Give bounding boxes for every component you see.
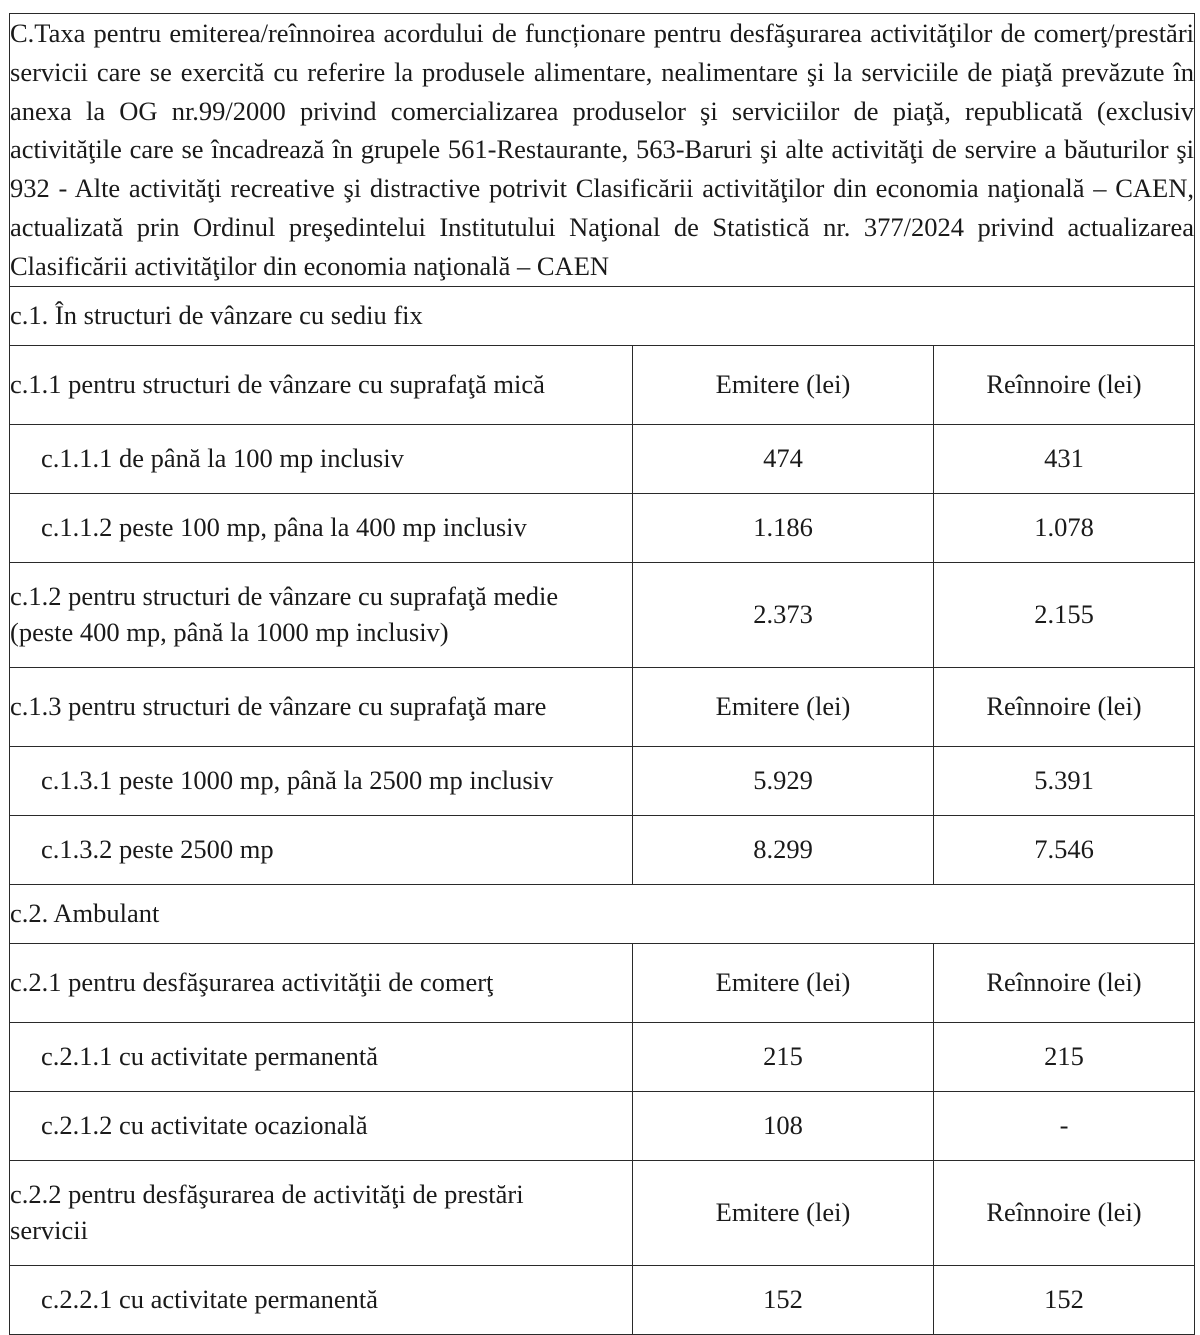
row-label: c.1.3.2 peste 2500 mp <box>41 833 274 864</box>
row-label-line-2: (peste 400 mp, până la 1000 mp inclusiv) <box>10 616 449 647</box>
row-emitere-cell <box>633 746 934 815</box>
fee-value-reinnoire: 215 <box>1044 1040 1084 1071</box>
row-reinnoire-cell <box>934 493 1195 562</box>
fee-value-reinnoire: 431 <box>1044 442 1084 473</box>
row-label-cell <box>10 1160 633 1265</box>
table-row <box>10 562 1195 667</box>
row-label-cell <box>10 746 633 815</box>
fee-value-emitere: 8.299 <box>753 833 813 864</box>
row-label-cell <box>10 562 633 667</box>
row-emitere-cell <box>633 345 934 424</box>
fee-schedule-table <box>9 13 1195 1335</box>
fee-value-emitere: 474 <box>763 442 803 473</box>
fee-value-reinnoire: 1.078 <box>1034 511 1094 542</box>
column-header-emitere: Emitere (lei) <box>715 1196 851 1227</box>
fee-value-emitere: 215 <box>763 1040 803 1071</box>
row-emitere-cell <box>633 424 934 493</box>
row-label: c.2.1.1 cu activitate permanentă <box>41 1040 378 1071</box>
section-heading-cell-c1 <box>10 286 1195 345</box>
row-reinnoire-cell <box>934 815 1195 884</box>
section-heading-c1: c.1. În structuri de vânzare cu sediu fix <box>10 300 423 331</box>
row-label-cell <box>10 667 633 746</box>
row-reinnoire-cell <box>934 345 1195 424</box>
row-reinnoire-cell <box>934 562 1195 667</box>
row-reinnoire-cell <box>934 1265 1195 1334</box>
row-label-cell <box>10 1022 633 1091</box>
row-reinnoire-cell <box>934 424 1195 493</box>
row-reinnoire-cell <box>934 943 1195 1022</box>
table-row <box>10 667 1195 746</box>
table-row <box>10 1091 1195 1160</box>
row-label-cell <box>10 815 633 884</box>
row-emitere-cell <box>633 1091 934 1160</box>
section-heading-row-c1 <box>10 286 1195 345</box>
column-header-reinnoire: Reînnoire (lei) <box>986 966 1142 997</box>
fee-value-emitere: 108 <box>763 1109 803 1140</box>
row-label: c.1.1.1 de până la 100 mp inclusiv <box>41 442 404 473</box>
column-header-reinnoire: Reînnoire (lei) <box>986 690 1142 721</box>
row-reinnoire-cell <box>934 1091 1195 1160</box>
column-header-reinnoire: Reînnoire (lei) <box>986 368 1142 399</box>
row-label-cell <box>10 943 633 1022</box>
row-label-cell <box>10 1091 633 1160</box>
table-row <box>10 1265 1195 1334</box>
row-reinnoire-cell <box>934 1160 1195 1265</box>
row-label-cell <box>10 493 633 562</box>
row-reinnoire-cell <box>934 1022 1195 1091</box>
row-label: c.1.1 pentru structuri de vânzare cu suprafaţă mică <box>10 368 545 399</box>
row-label: c.1.3 pentru structuri de vânzare cu suprafaţă mare <box>10 690 547 721</box>
table-row <box>10 493 1195 562</box>
table-row <box>10 1022 1195 1091</box>
row-emitere-cell <box>633 493 934 562</box>
intro-cell <box>10 14 1195 287</box>
intro-paragraph: C.Taxa pentru emiterea/reînnoirea acordului de funcționare pentru desfăşurarea activităţilor de comerţ/prestări servicii care se exercită cu referire la produsele alimentare, nealimentare şi la serviciile de piaţă prevăzute în anexa la OG nr.99/2000 privind comercializarea produselor şi serviciilor de piaţă, republicată (exclusiv activităţile care se încadrează în grupele 561-Restaurante, 563-Baruri şi alte activităţi de servire a băuturilor şi 932 - Alte activităţi recreative şi distractive potrivit Clasificării activităţilor din economia naţională – CAEN, actualizată prin Ordinul preşedintelui Institutului Naţional de Statistică nr. 377/2024 privind actualizarea Clasificării activităţilor din economia naţională – CAEN <box>10 18 1195 281</box>
fee-value-emitere: 5.929 <box>753 764 813 795</box>
row-reinnoire-cell <box>934 746 1195 815</box>
column-header-emitere: Emitere (lei) <box>715 966 851 997</box>
fee-value-reinnoire: - <box>1059 1109 1069 1140</box>
row-label: c.1.3.1 peste 1000 mp, până la 2500 mp inclusiv <box>41 764 554 795</box>
fee-value-reinnoire: 5.391 <box>1034 764 1094 795</box>
fee-value-emitere: 2.373 <box>753 598 813 629</box>
column-header-emitere: Emitere (lei) <box>715 690 851 721</box>
fee-table-body <box>10 14 1195 1335</box>
row-emitere-cell <box>633 1022 934 1091</box>
row-label-line-1: c.1.2 pentru structuri de vânzare cu suprafaţă medie <box>10 581 559 612</box>
fee-value-emitere: 1.186 <box>753 511 813 542</box>
fee-value-reinnoire: 2.155 <box>1034 598 1094 629</box>
column-header-emitere: Emitere (lei) <box>715 368 851 399</box>
fee-value-emitere: 152 <box>763 1283 803 1314</box>
row-label: c.2.1 pentru desfăşurarea activităţii de comerţ <box>10 966 494 997</box>
intro-row <box>10 14 1195 287</box>
row-label-cell <box>10 424 633 493</box>
row-emitere-cell <box>633 1160 934 1265</box>
section-heading-cell-c2 <box>10 884 1195 943</box>
row-label-cell <box>10 1265 633 1334</box>
table-row <box>10 746 1195 815</box>
row-label-line-1: c.2.2 pentru desfăşurarea de activităţi de prestări <box>10 1179 524 1210</box>
table-row <box>10 815 1195 884</box>
fee-value-reinnoire: 7.546 <box>1034 833 1094 864</box>
section-heading-row-c2 <box>10 884 1195 943</box>
row-emitere-cell <box>633 562 934 667</box>
row-emitere-cell <box>633 943 934 1022</box>
table-row <box>10 943 1195 1022</box>
fee-value-reinnoire: 152 <box>1044 1283 1084 1314</box>
table-row <box>10 424 1195 493</box>
row-emitere-cell <box>633 815 934 884</box>
table-row <box>10 1160 1195 1265</box>
row-emitere-cell <box>633 667 934 746</box>
column-header-reinnoire: Reînnoire (lei) <box>986 1196 1142 1227</box>
table-row <box>10 345 1195 424</box>
row-reinnoire-cell <box>934 667 1195 746</box>
row-label: c.2.2.1 cu activitate permanentă <box>41 1283 378 1314</box>
row-label-cell <box>10 345 633 424</box>
section-heading-c2: c.2. Ambulant <box>10 898 160 929</box>
row-label: c.2.1.2 cu activitate ocazională <box>41 1109 368 1140</box>
row-emitere-cell <box>633 1265 934 1334</box>
row-label: c.1.1.2 peste 100 mp, pâna la 400 mp inclusiv <box>41 511 527 542</box>
row-label-line-2: servicii <box>10 1214 88 1245</box>
